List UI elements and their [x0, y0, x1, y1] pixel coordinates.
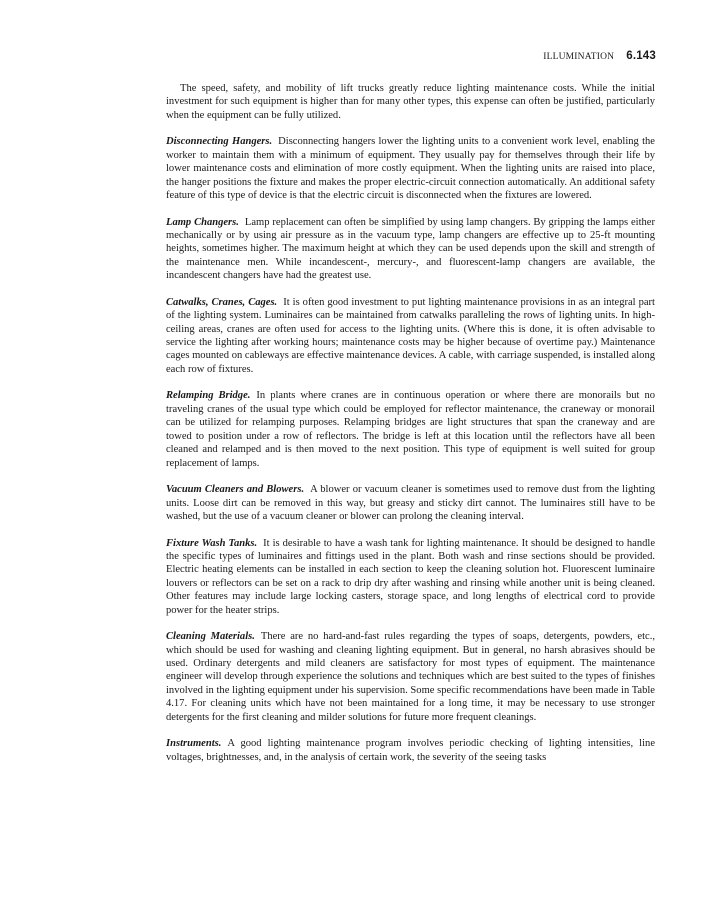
paragraph-lamp-changers: [166, 216, 655, 283]
paragraph-vacuum-cleaners: [166, 483, 655, 523]
paragraph-fixture-wash-tanks: [166, 537, 655, 617]
paragraph-text: Lamp replacement can often be simplified by using lamp changers. By gripping the lamps either mechanically or by using air pressure as in the vacuum type, lamp changers are effective up to 25-ft mounting heights, sometimes higher. The maximum height at which they can be used depends upon the skill and strength of the maintenance men. While incandescent-, mercury-, and fluorescent-lamp changers are available, the incandescent changers have had the greatest use.: [166, 216, 655, 282]
running-head: [543, 50, 656, 62]
paragraph-text: A blower or vacuum cleaner is sometimes used to remove dust from the lighting units. Loose dirt can be removed in this way, but greasy and sticky dirt cannot. The luminaires still have to be washed, but the use of a vacuum cleaner or blower can prolong the cleaning interval.: [166, 484, 655, 522]
page-number: 6.143: [626, 50, 656, 62]
run-in-heading: Disconnecting Hangers.: [166, 136, 273, 148]
run-in-heading: Vacuum Cleaners and Blowers.: [166, 484, 305, 496]
paragraph-text: There are no hard-and-fast rules regarding the types of soaps, detergents, powders, etc., which should be used for washing and cleaning lighting equipment. But in general, no harsh abrasives should be used. Ordinary detergents and mild cleaners are satisfactory for most types of equipment. The maintenance engineer will develop through experience the solutions and techniques which are best suited to the types of finishes involved in the lighting equipment under his supervision. Some specific recommendations have been made in Table 4.17. For cleaning units which have not been maintained for a long time, it may be necessary to use stronger detergents for the first cleaning and milder solutions for future more frequent cleanings.: [166, 631, 655, 723]
paragraph-cleaning-materials: [166, 630, 655, 724]
body-text: [166, 82, 655, 777]
paragraph-text: It is often good investment to put lighting maintenance provisions in as an integral part of the lighting system. Luminaires can be maintained from catwalks paralleling the rows of lighting units. In high-ceiling areas, cranes are often used for access to the lighting units. (Where this is done, it is often advisable to service the lighting after working hours; maintenance costs may be higher because of overtime pay.) Maintenance cages mounted on cableways are effective maintenance devices. A cable, with carriage suspended, is installed along each row of fixtures.: [166, 296, 655, 375]
paragraph-catwalks-cranes-cages: [166, 296, 655, 376]
paragraph-text: It is desirable to have a wash tank for lighting maintenance. It should be designed to handle the specific types of luminaires and fittings used in the plant. Both wash and rinse sections should be provided. Electric heating elements can be installed in each section to keep the cleaning solution hot. Fluorescent luminaire louvers or reflectors can be set on a rack to drip dry after washing and rinsing while another unit is being cleaned. Other features may include large locking casters, storage space, and long lengths of electrical cord to provide power for the heater strips.: [166, 537, 655, 616]
run-in-heading: Instruments.: [166, 738, 222, 750]
run-in-heading: Lamp Changers.: [166, 216, 239, 228]
run-in-heading: Relamping Bridge.: [166, 390, 251, 402]
paragraph-lift-trucks: [166, 82, 655, 122]
running-head-section: ILLUMINATION: [543, 52, 615, 62]
run-in-heading: Cleaning Materials.: [166, 631, 255, 643]
paragraph-text: The speed, safety, and mobility of lift trucks greatly reduce lighting maintenance costs. While the initial investment for such equipment is higher than for many other types, this expense can often be justified, particularly when the equipment can be fully utilized.: [166, 83, 655, 121]
run-in-heading: Fixture Wash Tanks.: [166, 537, 258, 549]
paragraph-text: Disconnecting hangers lower the lighting units to a convenient work level, enabling the worker to maintain them with a minimum of equipment. They usually pay for themselves through their life by lower maintenance costs and elimination of more costly equipment. When the lighting units are raised into place, the hanger positions the fixture and makes the proper electric-circuit connection automatically. An additional safety feature of this type of device is that the electric circuit is disconnected when the fixtures are lowered.: [166, 136, 655, 202]
paragraph-disconnecting-hangers: [166, 135, 655, 202]
run-in-heading: Catwalks, Cranes, Cages.: [166, 296, 278, 308]
paragraph-relamping-bridge: [166, 389, 655, 469]
paragraph-instruments: [166, 737, 655, 764]
paragraph-text: In plants where cranes are in continuous operation or where there are monorails but no traveling cranes of the usual type which could be employed for reflector maintenance, the craneway or monorail can be utilized for relamping purposes. Relamping bridges are light structures that span the craneway and are towed to position under a row of reflectors. The bridge is left at this location until the reflectors have all been cleaned and relamped and is then moved to the next position. This type of equipment is well suited for group replacement of lamps.: [166, 390, 655, 469]
paragraph-text: A good lighting maintenance program involves periodic checking of lighting intensities, line voltages, brightnesses, and, in the analysis of certain work, the severity of the seeing tasks: [166, 738, 655, 763]
